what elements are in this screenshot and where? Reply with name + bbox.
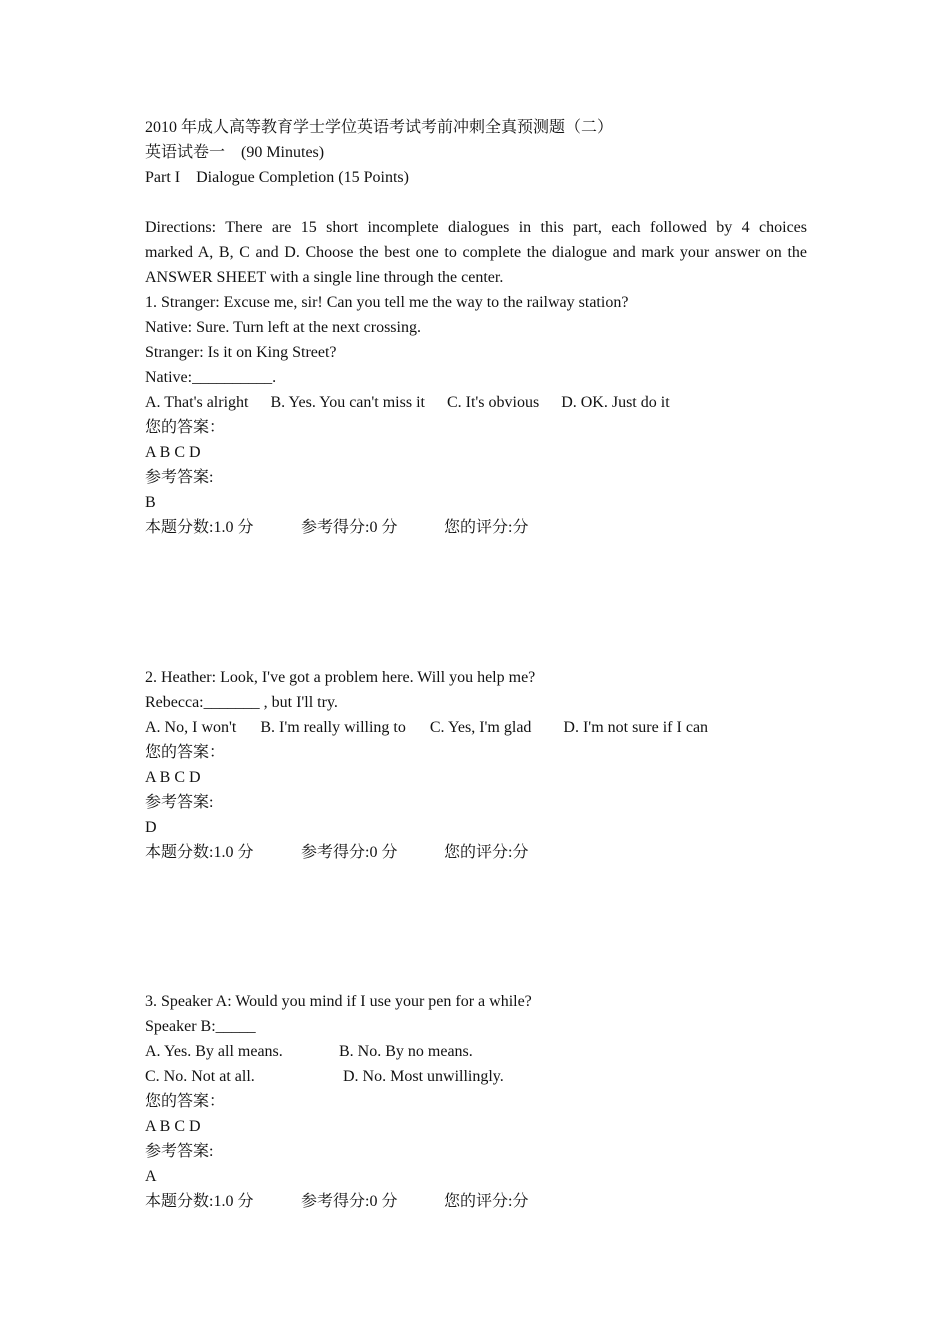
score-row xyxy=(145,840,807,865)
answer-choices: A B C D xyxy=(145,444,201,461)
question-line: Stranger: Is it on King Street? xyxy=(145,344,337,361)
option-c: C. It's obvious xyxy=(446,394,540,411)
reference-answer-label: 参考答案: xyxy=(145,1143,214,1160)
question-score: 本题分数:1.0 分 xyxy=(145,844,254,861)
reference-answer-label: 参考答案: xyxy=(145,469,214,486)
part-heading: Part I Dialogue Completion (15 Points) xyxy=(145,169,409,186)
answer-choices: A B C D xyxy=(145,769,201,786)
spacer xyxy=(145,540,807,665)
document-page xyxy=(145,115,807,1214)
question-line: Native: Sure. Turn left at the next crossing. xyxy=(145,319,421,336)
question-2 xyxy=(145,665,807,865)
question-line: Native:__________. xyxy=(145,369,277,386)
score-row xyxy=(145,1189,807,1214)
reference-score: 参考得分:0 分 xyxy=(301,519,398,536)
option-d: D. No. Most unwillingly. xyxy=(343,1068,504,1085)
directions-line-3: ANSWER SHEET with a single line through the center. xyxy=(145,269,504,286)
question-line: 3. Speaker A: Would you mind if I use your pen for a while? xyxy=(145,993,532,1010)
question-line: 2. Heather: Look, I've got a problem here. Will you help me? xyxy=(145,669,536,686)
options-row xyxy=(145,715,807,740)
option-d: D. I'm not sure if I can xyxy=(563,719,709,736)
option-a: A. That's alright xyxy=(145,394,249,411)
your-score: 您的评分:分 xyxy=(444,519,529,536)
directions-line-1: Directions: There are 15 short incomplete dialogues in this part, each followed by 4 choices xyxy=(145,219,807,236)
question-line: Speaker B:_____ xyxy=(145,1018,256,1035)
answer-choices: A B C D xyxy=(145,1118,201,1135)
option-c: C. Yes, I'm glad xyxy=(429,719,532,736)
reference-answer: A xyxy=(145,1168,157,1185)
question-score: 本题分数:1.0 分 xyxy=(145,1193,254,1210)
option-b: B. I'm really willing to xyxy=(260,719,406,736)
your-answer-label: 您的答案： xyxy=(145,744,226,761)
options-row xyxy=(145,1039,807,1064)
your-answer-label: 您的答案： xyxy=(145,1093,226,1110)
reference-answer: B xyxy=(145,494,156,511)
question-3 xyxy=(145,989,807,1214)
reference-answer-label: 参考答案: xyxy=(145,794,214,811)
your-answer-label: 您的答案： xyxy=(145,419,226,436)
question-line: 1. Stranger: Excuse me, sir! Can you tell me the way to the railway station? xyxy=(145,294,629,311)
directions-line-2: marked A, B, C and D. Choose the best one to complete the dialogue and mark your answer on the xyxy=(145,244,807,261)
option-b: B. Yes. You can't miss it xyxy=(270,394,425,411)
question-line: Rebecca:_______ , but I'll try. xyxy=(145,694,338,711)
spacer xyxy=(145,865,807,989)
paper-label: 英语试卷一 (90 Minutes) xyxy=(145,144,325,161)
your-score: 您的评分:分 xyxy=(444,844,529,861)
reference-score: 参考得分:0 分 xyxy=(301,1193,398,1210)
option-d: D. OK. Just do it xyxy=(561,394,670,411)
options-row xyxy=(145,1064,807,1089)
spacer xyxy=(145,190,807,215)
options-row xyxy=(145,390,807,415)
option-b: B. No. By no means. xyxy=(339,1043,473,1060)
reference-answer: D xyxy=(145,819,157,836)
score-row xyxy=(145,515,807,540)
option-c: C. No. Not at all. xyxy=(145,1068,255,1085)
reference-score: 参考得分:0 分 xyxy=(301,844,398,861)
document-title: 2010 年成人高等教育学士学位英语考试考前冲刺全真预测题（二） xyxy=(145,119,614,136)
your-score: 您的评分:分 xyxy=(444,1193,529,1210)
question-score: 本题分数:1.0 分 xyxy=(145,519,254,536)
option-a: A. No, I won't xyxy=(145,719,237,736)
question-1 xyxy=(145,290,807,540)
option-a: A. Yes. By all means. xyxy=(145,1043,283,1060)
